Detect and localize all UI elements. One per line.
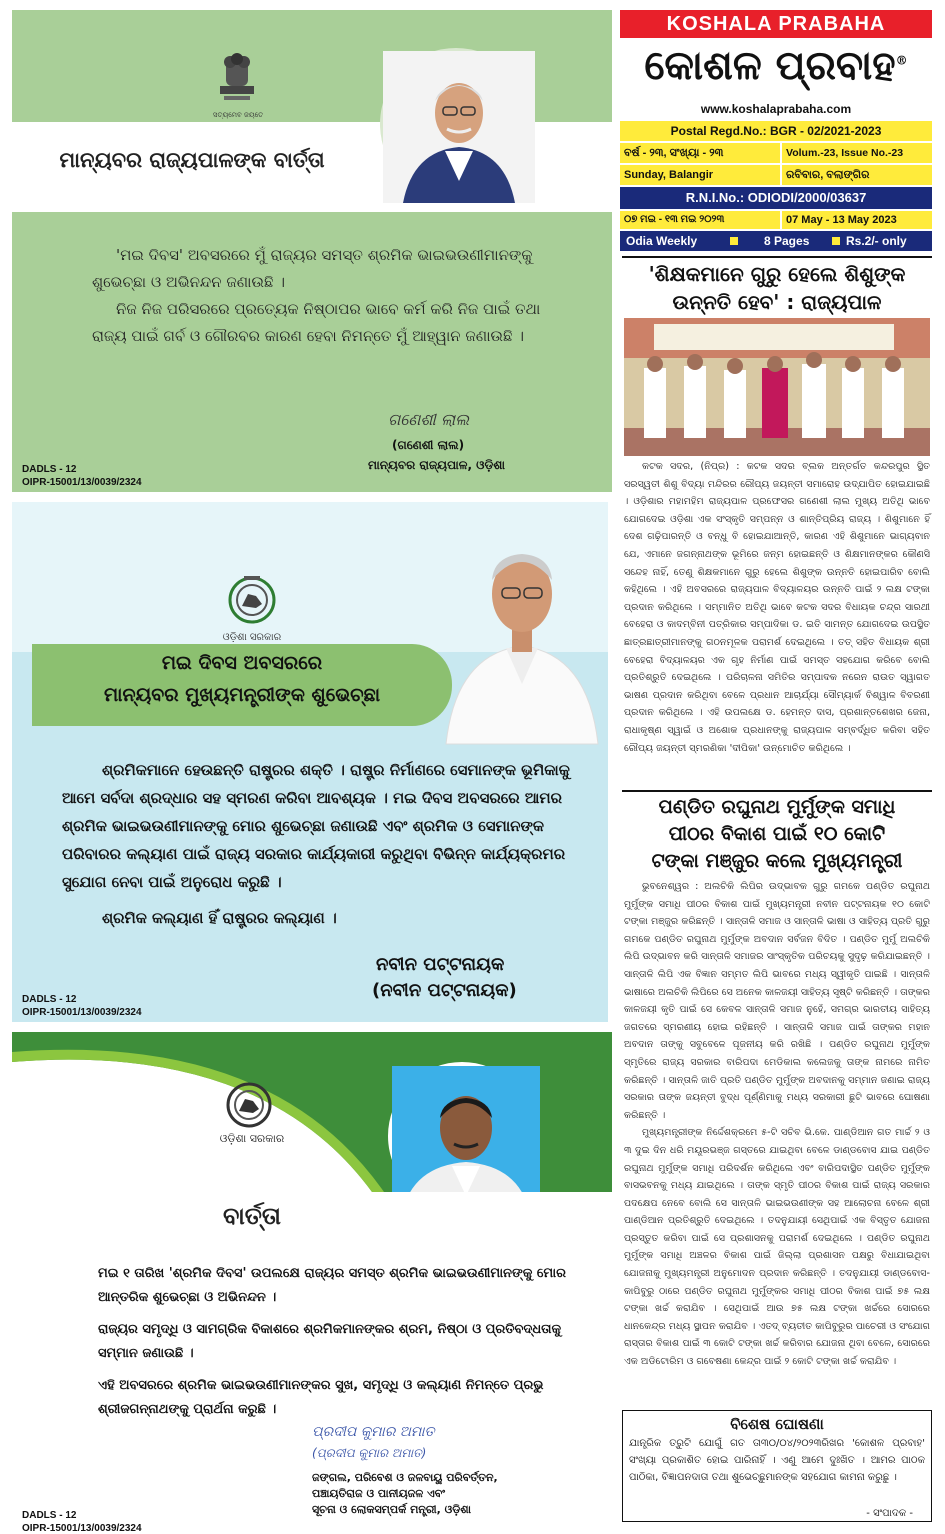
advert-heading: ମାନ୍ୟବର ରାଜ୍ୟପାଳଙ୍କ ବାର୍ତ୍ତା xyxy=(59,148,325,172)
headline-line: ପୀଠର ବିକାଶ ପାଇଁ ୧୦ କୋଟି xyxy=(668,823,886,845)
advert-reference: OIPR-15001/13/0039/2324 xyxy=(22,1007,142,1018)
article-paragraph: କଟକ ସଦର, (ନିପ୍ର) : କଟକ ସଦର ବ୍ଲକ ଅନ୍ତର୍ଗତ କନ୍ଦରପୁର ସ୍ଥିତ ସରସ୍ୱତୀ ଶିଶୁ ବିଦ୍ୟା ମନ୍ଦିରର ରୌପ୍ୟ ଜୟନ୍ତୀ ସମାରୋହ ଉଦ୍‌ଯାପିତ ହୋଇଯାଇଛି । ଓଡ଼ିଶାର ମହାମହିମ ରାଜ୍ୟପାଳ ପ୍ରଫେସର ଗଣେଶୀ ଲାଲ ମୁଖ୍ୟ ଅତିଥି ଭାବେ ଯୋଗଦେଇ ଓଡ଼ିଶା ଏକ ସଂସ୍କୃତି ସମ୍ପନ୍ନ ଓ ଶାନ୍ତିପ୍ରିୟ ରାଜ୍ୟ । ଶିଶୁମାନେ ହିଁ ଦେଶ ଗଢ଼ିପାରନ୍ତି ଓ ବନ୍ଧୁ ବି ହୋଇଯାଆନ୍ତି, କାରଣ ଏହି ଶିଶୁମାନେ ଭାଗ୍ୟବାନ ଯେ, ଏମାନେ ଜଗନ୍ନାଥଙ୍କ ଭୂମିରେ ଜନ୍ମ ହୋଇଛନ୍ତି ଓ ଶିକ୍ଷମାନଙ୍କର କୌଣସି ସନ୍ଦେହ ନାହିଁ, ତେଣୁ ଶିକ୍ଷକମାନେ ଗୁରୁ ହେଲେ ଶିଶୁଙ୍କ ଉନ୍ନତି ହୋଇପାରିବ ବୋଲି କହିଥିଲେ । ଏହି ଅବସରରେ ରାଜ୍ୟପାଳ ବିଦ୍ୟାଳୟର ଉନ୍ନତି ପାଇଁ ୨ ଲକ୍ଷ ଟଙ୍କା ପ୍ରଦାନ କରିଥିଲେ । ସମ୍ମାନିତ ଅତିଥି ଭାବେ କଟକ ସଦର ବିଧାୟକ ଚନ୍ଦ୍ର ସାରଥୀ ବେହେରା ଓ କାଦମ୍ବିନୀ ପତ୍ରିକାର ସମ୍ପାଦିକା ଡ. ଇତି ସାମନ୍ତ ଯୋଗଦେଇ ଉପସ୍ଥିତ ଛାତ୍ରଛାତ୍ରୀମାନଙ୍କୁ ଗଠନମୂଳକ ପରାମର୍ଶ ଦେଇଥିଲେ । ତତ୍ ସହିତ ବିଧାୟକ ଶ୍ରୀ ବେହେରା ବିଦ୍ୟାଳୟର ଏକ ଗୃହ ନିର୍ମାଣ ପାଇଁ ସମସ୍ତ ସହଯୋଗ କରିବେ ବୋଲି ପ୍ରତିଶ୍ରୁତି ଦେଇଥିଲେ । ପରିଚାଳନା ସମିତିର ସମ୍ପାଦକ ନରେନ ରାଉତ ସ୍ୱାଗତ ଭାଷଣ ପ୍ରଦାନ କରିଥିବା ବେଳେ ପ୍ରଧାନ ଆଚାର୍ଯ୍ୟା ସୌମ୍ୟାର୍କ ବିଶ୍ୱାଳ ବିବରଣୀ ପ୍ରଦାନ କରିଥିଲେ । ଏହି ଉପଲକ୍ଷେ ଡ. ହେମନ୍ତ ଦାସ, ପ୍ରଶାନ୍ତଶେଖର ଜେନା, ରାଧାକୃଷ୍ଣ ସ୍ୱାଇଁ ଓ ଅଶୋକ ପ୍ରଧାନଙ୍କୁ ରାଜ୍ୟପାଳ ସମ୍ବର୍ଦ୍ଧିତ କରିବା ସହିତ ରୌପ୍ୟ ଜୟନ୍ତୀ ସ୍ମରଣିକା 'ଦୀପିକା' ଉନ୍ମୋଚିତ କରିଥିଲେ । xyxy=(624,461,930,754)
govt-label: ଓଡ଼ିଶା ସରକାର xyxy=(222,632,282,643)
registered-mark: ® xyxy=(895,53,908,68)
bullet-icon xyxy=(730,237,738,245)
governor-portrait xyxy=(380,48,532,200)
signatory-name: (ନବୀନ ପଟ୍ଟନାୟକ) xyxy=(372,980,517,1001)
announcement-signoff: - ସଂପାଦକ - xyxy=(866,1508,913,1519)
headline-line: ପଣ୍ଡିତ ରଘୁନାଥ ମୁର୍ମୁଙ୍କ ସମାଧି xyxy=(658,796,896,818)
special-announcement-box xyxy=(622,1410,932,1522)
day-place-english: Sunday, Balangir xyxy=(620,165,780,185)
emblem-caption: ସତ୍ୟମେବ ଜୟତେ xyxy=(212,111,264,119)
govt-label: ଓଡ଼ିଶା ସରକାର xyxy=(219,1132,285,1145)
advert-message xyxy=(62,756,582,932)
advert-heading: ମଇ ଦିବସ ଅବସରରେ xyxy=(161,652,323,674)
article-divider xyxy=(622,790,932,792)
advert-code: DADLS - 12 xyxy=(22,1510,77,1521)
cm-message-advert xyxy=(12,502,608,1022)
advert-heading: ବାର୍ତ୍ତା xyxy=(222,1202,282,1230)
advert-code: DADLS - 12 xyxy=(22,464,77,475)
website-url: www.koshalaprabaha.com xyxy=(700,102,852,116)
announcement-title: ବିଶେଷ ଘୋଷଣା xyxy=(730,1415,824,1433)
national-emblem-icon xyxy=(212,50,262,110)
signatory-name: (ଗଣେଶୀ ଲାଲ) xyxy=(392,438,465,452)
minister-message-advert xyxy=(12,1032,612,1534)
masthead-title-odia-text: କୋଶଳ ପ୍ରବାହ xyxy=(644,42,896,89)
date-english: 07 May - 13 May 2023 xyxy=(782,211,932,229)
signatory-name: (ପ୍ରଦୀପ କୁମାର ଅମାତ) xyxy=(312,1446,427,1460)
advert-code: DADLS - 12 xyxy=(22,994,77,1005)
message-paragraph: 'ମଇ ଦିବସ' ଅବସରରେ ମୁଁ ରାଜ୍ୟର ସମସ୍ତ ଶ୍ରମିକ ଭାଇଭଉଣୀମାନଙ୍କୁ ଶୁଭେଚ୍ଛା ଓ ଅଭିନନ୍ଦନ ଜଣାଉଛି । xyxy=(92,246,533,291)
signatory-title: ମାନ୍ୟବର ରାଜ୍ୟପାଳ, ଓଡ଼ିଶା xyxy=(368,458,506,472)
masthead-title-odia xyxy=(620,42,932,89)
article-body xyxy=(624,878,930,1404)
message-paragraph: ରାଜ୍ୟର ସମୃଦ୍ଧି ଓ ସାମଗ୍ରିକ ବିକାଶରେ ଶ୍ରମିକମାନଙ୍କର ଶ୍ରମ, ନିଷ୍ଠା ଓ ପ୍ରତିବଦ୍ଧତାକୁ ସମ୍ମାନ ଜଣାଉଛି । xyxy=(98,1322,562,1361)
article-paragraph: ମୁଖ୍ୟମନ୍ତ୍ରୀଙ୍କ ନିର୍ଦ୍ଦେଶକ୍ରମେ ୫-ଟି ସଚିବ ଭି.କେ. ପାଣ୍ଡିଆନ ଗତ ମାର୍ଚ୍ଚ ୨ ଓ ୩ ଦୁଇ ଦିନ ଧରି ମୟୂରଭଞ୍ଜ ଗସ୍ତରେ ଯାଇଥିବା ବେଳେ ଡାଣ୍ଡବୋସ ଯାଇ ପଣ୍ଡିତ ରଘୁନାଥ ମୁର୍ମୁଙ୍କ ସମାଧି ପରିଦର୍ଶନ କରିଥିଲେ ଏବଂ ବାରିପଦାସ୍ଥିତ ପଣ୍ଡିତ ମୁର୍ମୁଙ୍କ ବାସଭବନକୁ ମଧ୍ୟ ଯାଇଥିଲେ । ତାଙ୍କ ସ୍ମୃତି ପୀଠର ବିକାଶ ପାଇଁ ରାଜ୍ୟ ସରକାର ପଦକ୍ଷେପ ନେବେ ବୋଲି ସେ ସାନ୍ତାଳି ଭାଇଭଉଣୀଙ୍କ ସହ ଆଲୋଚନା ବେଳେ ଶ୍ରୀ ପାଣ୍ଡିଆନ ପ୍ରତିଶ୍ରୁତି ଦେଇଥିଲେ । ତଦନୁଯାୟୀ ସେଥିପାଇଁ ଏକ ବିସ୍ତୃତ ଯୋଜନା ପ୍ରସ୍ତୁତ କରିବା ପାଇଁ ସେ ପ୍ରଶାସନକୁ ପରାମର୍ଶ ଦେଇଥିଲେ । ପଣ୍ଡିତ ରଘୁନାଥ ମୁର୍ମୁଙ୍କ ସମାଧି ଅଞ୍ଚଳର ବିକାଶ ପାଇଁ ଜିଲ୍ଲା ପ୍ରଶାସନ ପକ୍ଷରୁ ବିଧାଯାଇଥିବା ଯୋଜନାକୁ ମୁଖ୍ୟମନ୍ତ୍ରୀ ଅନୁମୋଦନ ପ୍ରଦାନ କରିଛନ୍ତି । ତଦନୁଯାୟୀ ଡାଣ୍ଡବୋସ-କାପିବୁରୁ ଠାରେ ପଣ୍ଡିତ ରଘୁନାଥ ମୁର୍ମୁଙ୍କର ସମାଧି ପୀଠର ବିକାଶ ପାଇଁ ୭୫ ଲକ୍ଷ ଟଙ୍କା ଖର୍ଚ୍ଚ କରାଯିବ । ସେଥିପାଇଁ ଆଉ ୭୫ ଲକ୍ଷ ଟଙ୍କା ଖର୍ଚ୍ଚରେ ସୋରରେ ଧାନକେନ୍ଦ୍ର ମଧ୍ୟ ସ୍ଥାପନ କରାଯିବ । ଏତଦ୍‌ ବ୍ୟତୀତ କାପିବୁରୁର ପାଚେରୀ ଓ ସଂଯୋଗ ରାସ୍ତାର ବିକାଶ ପାଇଁ ୩ କୋଟି ଟଙ୍କା ଖର୍ଚ୍ଚ କରିବାର ଯୋଜନା ଥିବା ବେଳେ, ସୋରରେ ଏକ ଅଡିଟୋରିମ ଓ ଗବେଷଣା କେନ୍ଦ୍ର ପାଇଁ ୨ କୋଟି ଟଙ୍କା ଖର୍ଚ୍ଚ କରାଯିବ । xyxy=(624,1127,930,1368)
message-paragraph: ନିଜ ନିଜ ପରିସରରେ ପ୍ରତ୍ୟେକ ନିଷ୍ଠାପର ଭାବେ କର୍ମ କରି ନିଜ ପାଇଁ ତଥା ରାଜ୍ୟ ପାଇଁ ଗର୍ବ ଓ ଗୌରବର କାରଣ ହେବା ନିମନ୍ତେ ମୁଁ ଆହ୍ୱାନ ଜଣାଉଛି । xyxy=(92,300,541,345)
signature: ପ୍ରଦୀପ କୁମାର ଅମାତ xyxy=(312,1424,435,1440)
article-divider xyxy=(622,256,932,258)
postal-registration: Postal Regd.No.: BGR - 02/2021-2023 xyxy=(620,121,932,141)
headline-line: ଟଙ୍କା ମଞ୍ଜୁର କଲେ ମୁଖ୍ୟମନ୍ତ୍ରୀ xyxy=(651,850,903,872)
article-paragraph: ଭୁବନେଶ୍ୱର : ଅଲଚିକି ଲିପିର ଉଦ୍ଭାବକ ଗୁରୁ ଗମକେ ପଣ୍ଡିତ ରଘୁନାଥ ମୁର୍ମୁଙ୍କ ସମାଧି ପୀଠର ବିକାଶ ପାଇଁ ମୁଖ୍ୟମନ୍ତ୍ରୀ ନବୀନ ପଟ୍ଟନାୟକ ୧୦ କୋଟି ଟଙ୍କା ମଞ୍ଜୁର କରିଛନ୍ତି । ସାନ୍ତାଳି ସମାଜ ଓ ସାନ୍ତାଳି ଭାଷା ଓ ସାହିତ୍ୟ ପ୍ରତି ଗୁରୁ ଗମକେ ପଣ୍ଡିତ ରଘୁନାଥ ମୁର୍ମୁଙ୍କ ଅବଦାନ ସର୍ବଜନ ବିଦିତ । ପଣ୍ଡିତ ମୁର୍ମୁ ଅଲଚିକି ଲିପି ଉଦ୍ଭାବନ କରି ସାନ୍ତାଳି ସମାଜର ସାଂସ୍କୃତିକ ପରିଚୟକୁ ସୁଦୃଢ଼ କରିଯାଇଛନ୍ତି । ସାନ୍ତାଳି ଲିପି ଏକ ବିଜ୍ଞାନ ସମ୍ମତ ଲିପି ଭାବରେ ମଧ୍ୟ ସ୍ୱୀକୃତି ପାଇଛି । ସାନ୍ତାଳି ଭାଷାରେ ଅଲଚିକି ଲିପିରେ ସେ ଅନେକ କାଳଜୟୀ ସାହିତ୍ୟ ସୃଷ୍ଟି କରିଛନ୍ତି । ତାଙ୍କର କାଳଜୟୀ କୃତି ପାଇଁ ସେ କେବଳ ସାନ୍ତାଳି ସମାଜ ନୁହେଁ, ସମଗ୍ର ଭାରତୀୟ ସାହିତ୍ୟ ଜଗତରେ ସ୍ମରଣୀୟ ହୋଇ ରହିଛନ୍ତି । ସାନ୍ତାଳି ସମାଜ ପାଇଁ ତାଙ୍କର ମହାନ ଅବଦାନ ତାଙ୍କୁ ସବୁବେଳେ ପୂଜନୀୟ କରି ରଖିଛି । ପଣ୍ଡିତ ରଘୁନାଥ ମୁର୍ମୁଙ୍କ ସ୍ମୃତିରେ ରାଜ୍ୟ ସରକାର ବାରିପଦା ମେଡିକାଲ କଲେଜକୁ ତାଙ୍କ ନାମରେ ନାମିତ କରିଛନ୍ତି । ସାନ୍ତାଳି ଜାତି ପ୍ରତି ପଣ୍ଡିତ ମୁର୍ମୁଙ୍କ ଅବଦାନକୁ ସମ୍ମାନ ଜଣାଇ ରାଜ୍ୟ ସରକାର ତାଙ୍କ ଜୟନ୍ତୀ ବୁଦ୍ଧ ପୂର୍ଣ୍ଣିମାକୁ ମଧ୍ୟ ସରକାରୀ ଛୁଟି ଭାବରେ ଘୋଷଣା କରିଛନ୍ତି । xyxy=(624,881,930,1121)
cm-portrait xyxy=(446,514,598,744)
year-issue-odia: ବର୍ଷ - ୨୩, ସଂଖ୍ୟା - ୨୩ xyxy=(620,143,780,163)
pages-label: 8 Pages xyxy=(764,234,810,248)
message-paragraph: ଶ୍ରମିକ କଲ୍ୟାଣ ହିଁ ରାଷ୍ଟ୍ରର କଲ୍ୟାଣ । xyxy=(102,909,337,927)
odisha-govt-emblem-icon xyxy=(226,574,278,628)
rni-number: R.N.I.No.: ODIODI/2000/03637 xyxy=(620,187,932,209)
article-body xyxy=(624,458,930,788)
volume-issue: Volum.-23, Issue No.-23 xyxy=(782,143,932,163)
message-paragraph: ମଇ ୧ ତାରିଖ 'ଶ୍ରମିକ ଦିବସ' ଉପଲକ୍ଷେ ରାଜ୍ୟର ସମସ୍ତ ଶ୍ରମିକ ଭାଇଭଉଣୀମାନଙ୍କୁ ମୋର ଆନ୍ତରିକ ଶୁଭେଚ୍ଛା ଓ ଅଭିନନ୍ଦନ । xyxy=(98,1266,566,1305)
headline-line: ଉନ୍ନତି ହେବ' : ରାଜ୍ୟପାଳ xyxy=(672,290,882,314)
designation-line: ଜଙ୍ଗଲ, ପରିବେଶ ଓ ଜଳବାୟୁ ପରିବର୍ତ୍ତନ, xyxy=(312,1471,498,1484)
advert-reference: OIPR-15001/13/0039/2324 xyxy=(22,1523,142,1534)
price-label: Rs.2/- only xyxy=(846,234,907,248)
date-odia: ୦୭ ମଇ - ୧୩ ମଇ ୨୦୨୩ xyxy=(620,211,780,229)
weekly-label: Odia Weekly xyxy=(626,234,698,248)
masthead-title-english: KOSHALA PRABAHA xyxy=(620,10,932,38)
advert-message xyxy=(92,242,542,350)
article-headline xyxy=(620,260,934,316)
advert-subheading: ମାନ୍ୟବର ମୁଖ୍ୟମନ୍ତ୍ରୀଙ୍କ ଶୁଭେଚ୍ଛା xyxy=(103,684,381,706)
announcement-body: ଯାନ୍ତ୍ରିକ ତ୍ରୁଟି ଯୋଗୁଁ ଗତ ତା୩୦/୦୪/୨୦୨୩ରିଖର 'କୋଶଳ ପ୍ରବାହ' ସଂଖ୍ୟା ପ୍ରକାଶିତ ହୋଇ ପାରିନାହିଁ । ଏଣୁ ଆମେ ଦୁଃଖିତ । ଆମର ପାଠକ ପାଠିକା, ବିଜ୍ଞାପନଦାତା ତଥା ଶୁଭେଚ୍ଛୁମାନଙ୍କ ସହଯୋଗ କାମନା କରୁଛୁ । xyxy=(629,1438,925,1483)
odisha-govt-emblem-icon xyxy=(224,1080,274,1130)
advert-reference: OIPR-15001/13/0039/2324 xyxy=(22,477,142,488)
event-photo xyxy=(624,318,930,456)
article-headline xyxy=(620,794,934,875)
message-paragraph: ଏହି ଅବସରରେ ଶ୍ରମିକ ଭାଇଭଉଣୀମାନଙ୍କର ସୁଖ, ସମୃଦ୍ଧି ଓ କଲ୍ୟାଣ ନିମନ୍ତେ ପ୍ରଭୁ ଶ୍ରୀଜଗନ୍ନାଥଙ୍କୁ ପ୍ରାର୍ଥନା କରୁଛି । xyxy=(98,1378,544,1417)
governor-message-advert xyxy=(12,10,612,492)
bullet-icon xyxy=(832,237,840,245)
day-place-odia: ରବିବାର, ବଲାଙ୍ଗିର xyxy=(782,165,932,185)
headline-line: 'ଶିକ୍ଷକମାନେ ଗୁରୁ ହେଲେ ଶିଶୁଙ୍କ xyxy=(648,262,906,286)
signatory-designation xyxy=(312,1470,592,1518)
minister-portrait xyxy=(388,1062,536,1210)
signature: ଗଣେଶୀ ଲାଲ xyxy=(388,410,470,429)
message-paragraph: ଶ୍ରମିକମାନେ ହେଉଛନ୍ତି ରାଷ୍ଟ୍ରର ଶକ୍ତି । ରାଷ୍ଟ୍ର ନିର୍ମାଣରେ ସେମାନଙ୍କ ଭୂମିକାକୁ ଆମେ ସର୍ବଦା ଶ୍ରଦ୍ଧାର ସହ ସ୍ମରଣ କରିବା ଆବଶ୍ୟକ । ମଇ ଦିବସ ଅବସରରେ ଆମର ଶ୍ରମିକ ଭାଇଭଉଣୀମାନଙ୍କୁ ମୋର ଶୁଭେଚ୍ଛା ଜଣାଉଛି ଏବଂ ଶ୍ରମିକ ଓ ସେମାନଙ୍କ ପରିବାରର କଲ୍ୟାଣ ପାଇଁ ରାଜ୍ୟ ସରକାର କାର୍ଯ୍ୟକାରୀ କରୁଥିବା ବିଭିନ୍ନ କାର୍ଯ୍ୟକ୍ରମର ସୁଯୋଗ ନେବା ପାଇଁ ଅନୁରୋଧ କରୁଛି । xyxy=(62,761,570,891)
designation-line: ପଞ୍ଚାୟତିରାଜ ଓ ପାନୀୟଜଳ ଏବଂ xyxy=(312,1487,446,1500)
designation-line: ସୂଚନା ଓ ଲୋକସମ୍ପର୍କ ମନ୍ତ୍ରୀ, ଓଡ଼ିଶା xyxy=(312,1503,472,1516)
newspaper-masthead xyxy=(620,8,932,252)
signature: ନବୀନ ପଟ୍ଟନାୟକ xyxy=(376,954,505,975)
advert-message xyxy=(98,1262,568,1430)
edition-info-bar xyxy=(620,231,932,251)
